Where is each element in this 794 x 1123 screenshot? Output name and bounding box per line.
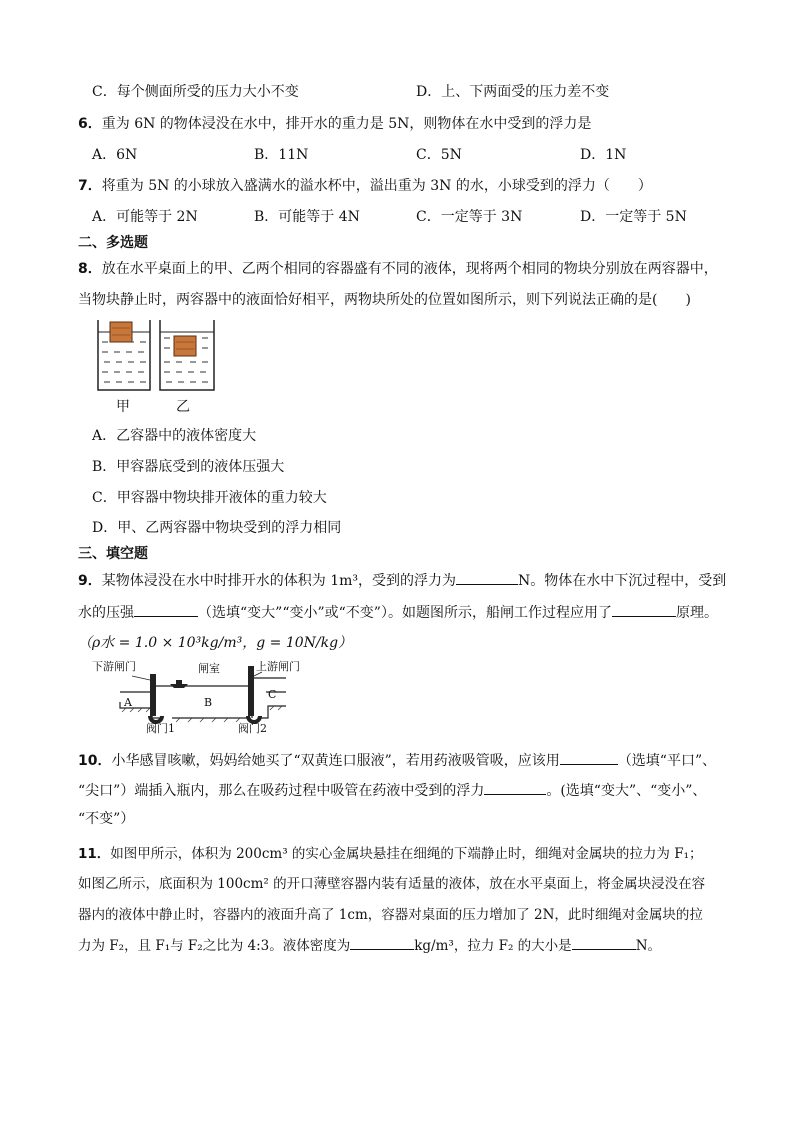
q10-blank-1[interactable] [560,750,618,765]
label-jia: 甲 [116,399,130,415]
label-upstream-gate: 上游闸门 [256,660,300,673]
label-yi: 乙 [176,399,190,415]
q8-stem-line1 [78,259,718,279]
q5-option-d: D．上、下两面受的压力差不变 [416,84,610,100]
q6-option-c: C．5N [416,147,462,163]
q6-stem [78,114,591,134]
q9-text-2c: 原理。 [675,605,718,621]
label-chamber: 闸室 [198,662,220,675]
q9-blank-1[interactable] [456,570,518,585]
downstream-gate [150,674,156,716]
q6-number: 6． [78,116,102,132]
q11-line1 [78,844,703,864]
label-b: B [204,696,213,709]
q10-text-2b: 。(选填“变大”、“变小”、 [546,783,707,799]
boat-icon [170,684,188,688]
q6-option-b: B．11N [254,147,309,163]
section-fill-in: 三、填空题 [78,546,148,562]
q11-line3: 器内的液体中静止时，容器内的液面升高了 1cm，容器对桌面的压力增加了 2N，此时细绳对金属块的拉 [78,907,703,923]
q9-text-2b: （选填“变大”“变小”或“不变”）。如题图所示，船闸工作过程应用了 [198,605,612,621]
q11-line4 [78,935,661,956]
q10-blank-2[interactable] [484,780,546,795]
q11-number: 11． [78,846,111,862]
container-jia [98,320,150,390]
q9-formula: （ρ水 = 1.0 × 10³kg/m³，g = 10N/kg） [78,635,353,651]
q6-option-d: D．1N [580,147,627,163]
container-yi [160,320,214,390]
q10-text-2a: “尖口”）端插入瓶内，那么在吸药过程中吸管在药液中受到的浮力 [78,783,485,799]
q7-option-d: D．一定等于 5N [580,209,687,225]
q11-blank-2[interactable] [572,935,636,950]
q6-option-a: A．6N [92,147,138,163]
q8-option-a: A．乙容器中的液体密度大 [92,428,257,444]
q9-line1 [78,570,726,591]
q8-number: 8． [78,261,102,277]
q6-text: 重为 6N 的物体浸没在水中，排开水的重力是 5N，则物体在水中受到的浮力是 [101,116,592,132]
q10-text-1a: 小华感冒咳嗽，妈妈给她买了“双黄连口服液”，若用药液吸管吸，应该用 [111,753,560,769]
q7-option-a: A．可能等于 2N [92,209,198,225]
q8-option-d: D．甲、乙两容器中物块受到的浮力相同 [92,520,342,536]
q8-option-c: C．甲容器中物块排开液体的重力较大 [92,490,327,506]
q9-blank-3[interactable] [612,602,676,617]
section-multiple-choice: 二、多选题 [78,235,148,251]
q11-text-4b: kg/m³，拉力 F₂ 的大小是 [414,938,572,954]
label-downstream-gate: 下游闸门 [92,660,136,673]
block-yi [174,336,196,356]
q11-line2: 如图乙所示，底面积为 100cm² 的开口薄壁容器内装有适量的液体，放在水平桌面上，将金属块浸没在容 [78,876,706,892]
q8-option-b: B．甲容器底受到的液体压强大 [92,459,285,475]
upstream-gate [248,666,254,716]
label-valve-1: 阀门1 [146,722,175,735]
q9-text-1b: N。物体在水中下沉过程中，受到 [518,573,727,589]
q9-line2 [78,602,718,623]
q9-number: 9． [78,573,102,589]
q7-option-c: C．一定等于 3N [416,209,523,225]
q9-text-1a: 某物体浸没在水中时排开水的体积为 1m³，受到的浮力为 [101,573,456,589]
q11-text-4a: 力为 F₂，且 F₁与 F₂之比为 4:3。液体密度为 [78,938,351,954]
q10-text-1b: （选填“平口”、 [617,753,717,769]
q11-text-1: 如图甲所示，体积为 200cm³ 的实心金属块悬挂在细绳的下端静止时，细绳对金属块的拉力为 F₁； [110,846,703,862]
q7-text: 将重为 5N 的小球放入盛满水的溢水杯中，溢出重为 3N 的水，小球受到的浮力（ ） [101,178,652,194]
q9-blank-2[interactable] [134,602,198,617]
label-a: A [124,696,132,709]
q10-line2 [78,780,706,801]
q8-text-1: 放在水平桌面上的甲、乙两个相同的容器盛有不同的液体，现将两个相同的物块分别放在两容器中， [101,261,718,277]
q11-blank-1[interactable] [350,935,414,950]
label-c: C [268,688,277,701]
q10-line1 [78,750,716,771]
label-valve-2: 阀门2 [238,722,267,735]
q10-line3: “不变”） [78,811,135,827]
block-jia [110,322,132,342]
q9-text-2a: 水的压强 [78,605,134,621]
q11-text-4c: N。 [635,938,661,954]
q7-number: 7． [78,178,102,194]
q7-stem [78,176,652,196]
q8-containers-figure [94,318,220,418]
q10-number: 10． [78,753,112,769]
q5-option-c: C．每个侧面所受的压力大小不变 [92,84,299,100]
q7-option-b: B．可能等于 4N [254,209,360,225]
q8-stem-line2: 当物块静止时，两容器中的液面恰好相平，两物块所处的位置如图所示，则下列说法正确的是( ) [78,292,691,308]
